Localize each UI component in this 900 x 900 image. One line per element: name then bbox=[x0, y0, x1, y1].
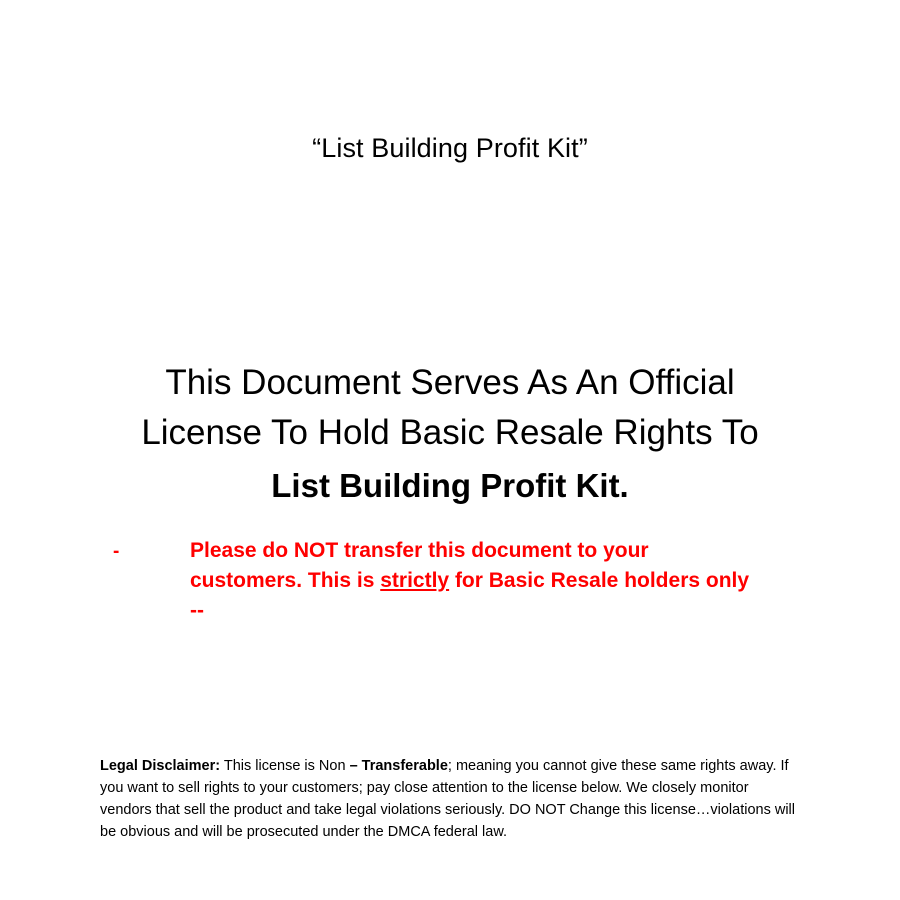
warning-block bbox=[105, 536, 805, 625]
disclaimer-label: Legal Disclaimer: bbox=[100, 758, 221, 774]
headline-product-name: List Building Profit Kit. bbox=[271, 467, 629, 505]
headline-block bbox=[90, 358, 810, 510]
headline-line-1: This Document Serves As An Official bbox=[165, 363, 735, 402]
warning-text-part-2: for Basic Resale holders only -- bbox=[190, 568, 750, 622]
warning-text-part-1: Please do NOT transfer this document to your customers. This is bbox=[190, 539, 649, 592]
disclaimer-text-b: ; meaning you cannot give these same rights away. If you want to sell rights to your customers; pay close attention to the license below. We closely monitor vendors that sell the product and take legal violations seriously. DO NOT Change this license…violations will be obvious and will be prosecuted under the DMCA federal law. bbox=[100, 758, 796, 841]
disclaimer-non-transferable: – Transferable bbox=[349, 758, 448, 774]
page-title: “List Building Profit Kit” bbox=[312, 133, 588, 163]
warning-text bbox=[190, 536, 760, 625]
warning-text-underlined: strictly bbox=[380, 568, 450, 592]
legal-disclaimer bbox=[100, 755, 800, 843]
disclaimer-text-a: This license is Non bbox=[220, 758, 350, 774]
headline-line-2: License To Hold Basic Resale Rights To bbox=[141, 412, 759, 452]
warning-bullet-dash: - bbox=[113, 541, 120, 562]
